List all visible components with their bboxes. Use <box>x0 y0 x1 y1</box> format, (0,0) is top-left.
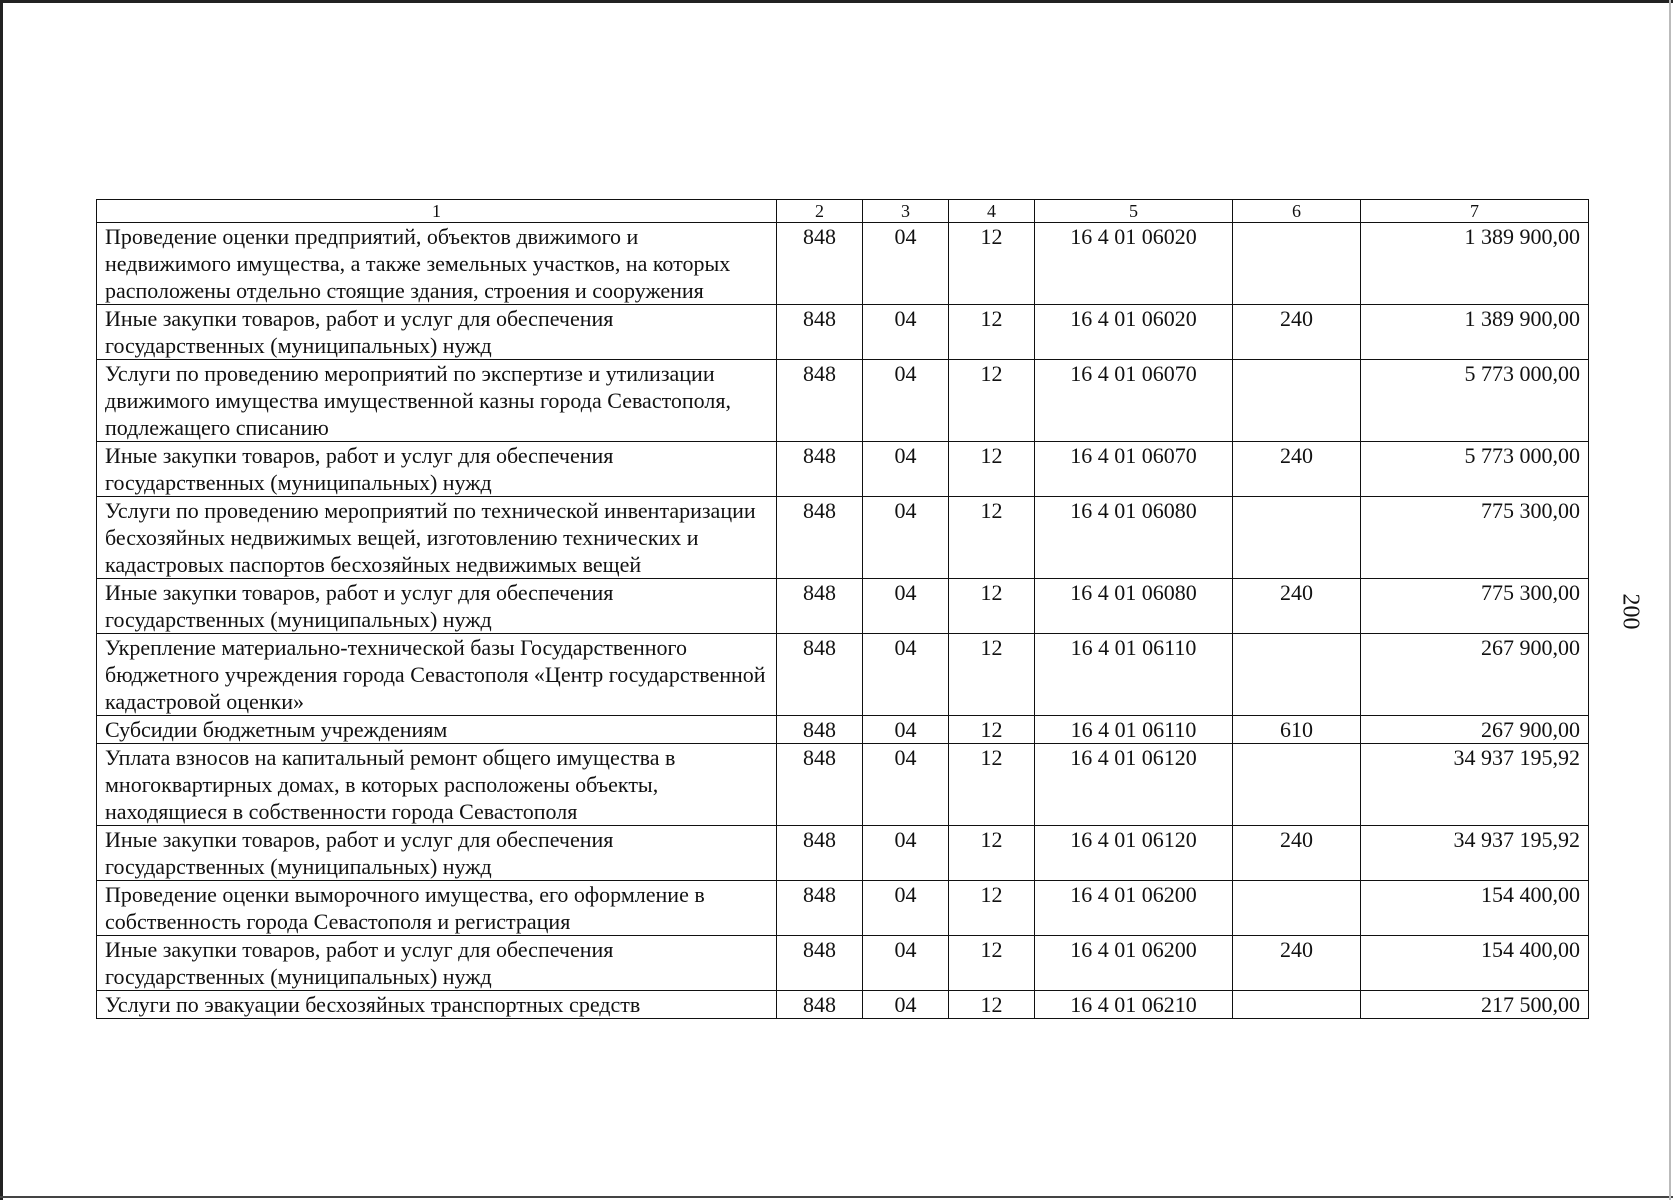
row-subsection: 12 <box>949 223 1035 305</box>
row-amount: 267 900,00 <box>1361 634 1589 716</box>
row-amount: 5 773 000,00 <box>1361 442 1589 497</box>
row-expense-type: 240 <box>1233 442 1361 497</box>
column-number-1: 1 <box>97 200 777 223</box>
scan-edge-top <box>0 0 1673 3</box>
row-ministry-code: 848 <box>777 634 863 716</box>
row-expense-type: 610 <box>1233 716 1361 744</box>
row-expense-type <box>1233 991 1361 1019</box>
row-target-article: 16 4 01 06070 <box>1035 360 1233 442</box>
column-number-row <box>97 200 1589 223</box>
row-amount: 5 773 000,00 <box>1361 360 1589 442</box>
row-target-article: 16 4 01 06070 <box>1035 442 1233 497</box>
row-description: Проведение оценки выморочного имущества, его оформление в собственность города Севастополя и регистрация <box>97 881 777 936</box>
table-row <box>97 716 1589 744</box>
table-row <box>97 936 1589 991</box>
column-number-4: 4 <box>949 200 1035 223</box>
table-row <box>97 497 1589 579</box>
row-ministry-code: 848 <box>777 442 863 497</box>
table-row <box>97 826 1589 881</box>
row-section: 04 <box>863 826 949 881</box>
row-amount: 775 300,00 <box>1361 497 1589 579</box>
row-section: 04 <box>863 360 949 442</box>
row-target-article: 16 4 01 06080 <box>1035 497 1233 579</box>
column-number-6: 6 <box>1233 200 1361 223</box>
row-description: Услуги по проведению мероприятий по экспертизе и утилизации движимого имущества имущественной казны города Севастополя, подлежащего списанию <box>97 360 777 442</box>
row-expense-type: 240 <box>1233 579 1361 634</box>
row-subsection: 12 <box>949 305 1035 360</box>
row-target-article: 16 4 01 06120 <box>1035 744 1233 826</box>
column-number-5: 5 <box>1035 200 1233 223</box>
row-description: Услуги по проведению мероприятий по технической инвентаризации бесхозяйных недвижимых вещей, изготовлению технических и кадастровых паспортов бесхозяйных недвижимых вещей <box>97 497 777 579</box>
row-ministry-code: 848 <box>777 360 863 442</box>
row-subsection: 12 <box>949 634 1035 716</box>
budget-table <box>96 199 1589 1019</box>
row-target-article: 16 4 01 06210 <box>1035 991 1233 1019</box>
row-description: Уплата взносов на капитальный ремонт общего имущества в многоквартирных домах, в которых расположены объекты, находящиеся в собственности города Севастополя <box>97 744 777 826</box>
row-target-article: 16 4 01 06020 <box>1035 305 1233 360</box>
table-row <box>97 360 1589 442</box>
row-section: 04 <box>863 991 949 1019</box>
row-section: 04 <box>863 579 949 634</box>
row-ministry-code: 848 <box>777 716 863 744</box>
row-target-article: 16 4 01 06120 <box>1035 826 1233 881</box>
row-expense-type: 240 <box>1233 826 1361 881</box>
row-description: Иные закупки товаров, работ и услуг для обеспечения государственных (муниципальных) нужд <box>97 936 777 991</box>
row-amount: 1 389 900,00 <box>1361 223 1589 305</box>
row-ministry-code: 848 <box>777 744 863 826</box>
table-body <box>97 223 1589 1019</box>
page-number: 200 <box>1617 593 1644 630</box>
row-description: Иные закупки товаров, работ и услуг для обеспечения государственных (муниципальных) нужд <box>97 579 777 634</box>
row-subsection: 12 <box>949 579 1035 634</box>
row-expense-type <box>1233 360 1361 442</box>
row-ministry-code: 848 <box>777 826 863 881</box>
row-subsection: 12 <box>949 360 1035 442</box>
row-expense-type <box>1233 881 1361 936</box>
row-ministry-code: 848 <box>777 881 863 936</box>
row-target-article: 16 4 01 06200 <box>1035 881 1233 936</box>
row-amount: 154 400,00 <box>1361 936 1589 991</box>
scan-edge-right <box>1669 0 1671 1200</box>
scan-edge-bottom <box>0 1196 1673 1198</box>
row-section: 04 <box>863 634 949 716</box>
table-row <box>97 305 1589 360</box>
column-number-3: 3 <box>863 200 949 223</box>
table-row <box>97 634 1589 716</box>
row-ministry-code: 848 <box>777 305 863 360</box>
row-amount: 217 500,00 <box>1361 991 1589 1019</box>
row-ministry-code: 848 <box>777 223 863 305</box>
row-subsection: 12 <box>949 716 1035 744</box>
row-target-article: 16 4 01 06110 <box>1035 716 1233 744</box>
row-subsection: 12 <box>949 936 1035 991</box>
row-description: Иные закупки товаров, работ и услуг для обеспечения государственных (муниципальных) нужд <box>97 305 777 360</box>
row-section: 04 <box>863 442 949 497</box>
row-subsection: 12 <box>949 442 1035 497</box>
row-section: 04 <box>863 223 949 305</box>
row-target-article: 16 4 01 06020 <box>1035 223 1233 305</box>
row-description: Укрепление материально-технической базы Государственного бюджетного учреждения города Севастополя «Центр государственной кадастровой оценки» <box>97 634 777 716</box>
row-description: Услуги по эвакуации бесхозяйных транспортных средств <box>97 991 777 1019</box>
row-amount: 34 937 195,92 <box>1361 826 1589 881</box>
row-target-article: 16 4 01 06110 <box>1035 634 1233 716</box>
scan-edge-left <box>0 0 3 1200</box>
row-ministry-code: 848 <box>777 936 863 991</box>
row-description: Субсидии бюджетным учреждениям <box>97 716 777 744</box>
row-amount: 154 400,00 <box>1361 881 1589 936</box>
row-subsection: 12 <box>949 744 1035 826</box>
row-section: 04 <box>863 936 949 991</box>
row-section: 04 <box>863 881 949 936</box>
row-description: Иные закупки товаров, работ и услуг для обеспечения государственных (муниципальных) нужд <box>97 442 777 497</box>
row-ministry-code: 848 <box>777 497 863 579</box>
row-amount: 1 389 900,00 <box>1361 305 1589 360</box>
column-number-2: 2 <box>777 200 863 223</box>
row-section: 04 <box>863 744 949 826</box>
table-row <box>97 579 1589 634</box>
table-row <box>97 881 1589 936</box>
row-expense-type <box>1233 634 1361 716</box>
row-target-article: 16 4 01 06080 <box>1035 579 1233 634</box>
row-expense-type <box>1233 744 1361 826</box>
table-row <box>97 991 1589 1019</box>
row-section: 04 <box>863 497 949 579</box>
row-subsection: 12 <box>949 497 1035 579</box>
row-expense-type: 240 <box>1233 305 1361 360</box>
row-expense-type <box>1233 223 1361 305</box>
row-subsection: 12 <box>949 881 1035 936</box>
row-description: Иные закупки товаров, работ и услуг для обеспечения государственных (муниципальных) нужд <box>97 826 777 881</box>
row-expense-type <box>1233 497 1361 579</box>
column-number-7: 7 <box>1361 200 1589 223</box>
row-description: Проведение оценки предприятий, объектов движимого и недвижимого имущества, а также земельных участков, на которых расположены отдельно стоящие здания, строения и сооружения <box>97 223 777 305</box>
row-expense-type: 240 <box>1233 936 1361 991</box>
row-ministry-code: 848 <box>777 991 863 1019</box>
row-amount: 267 900,00 <box>1361 716 1589 744</box>
table-row <box>97 744 1589 826</box>
table-row <box>97 223 1589 305</box>
row-subsection: 12 <box>949 826 1035 881</box>
row-section: 04 <box>863 305 949 360</box>
row-section: 04 <box>863 716 949 744</box>
row-subsection: 12 <box>949 991 1035 1019</box>
row-amount: 775 300,00 <box>1361 579 1589 634</box>
table-row <box>97 442 1589 497</box>
row-ministry-code: 848 <box>777 579 863 634</box>
row-amount: 34 937 195,92 <box>1361 744 1589 826</box>
row-target-article: 16 4 01 06200 <box>1035 936 1233 991</box>
